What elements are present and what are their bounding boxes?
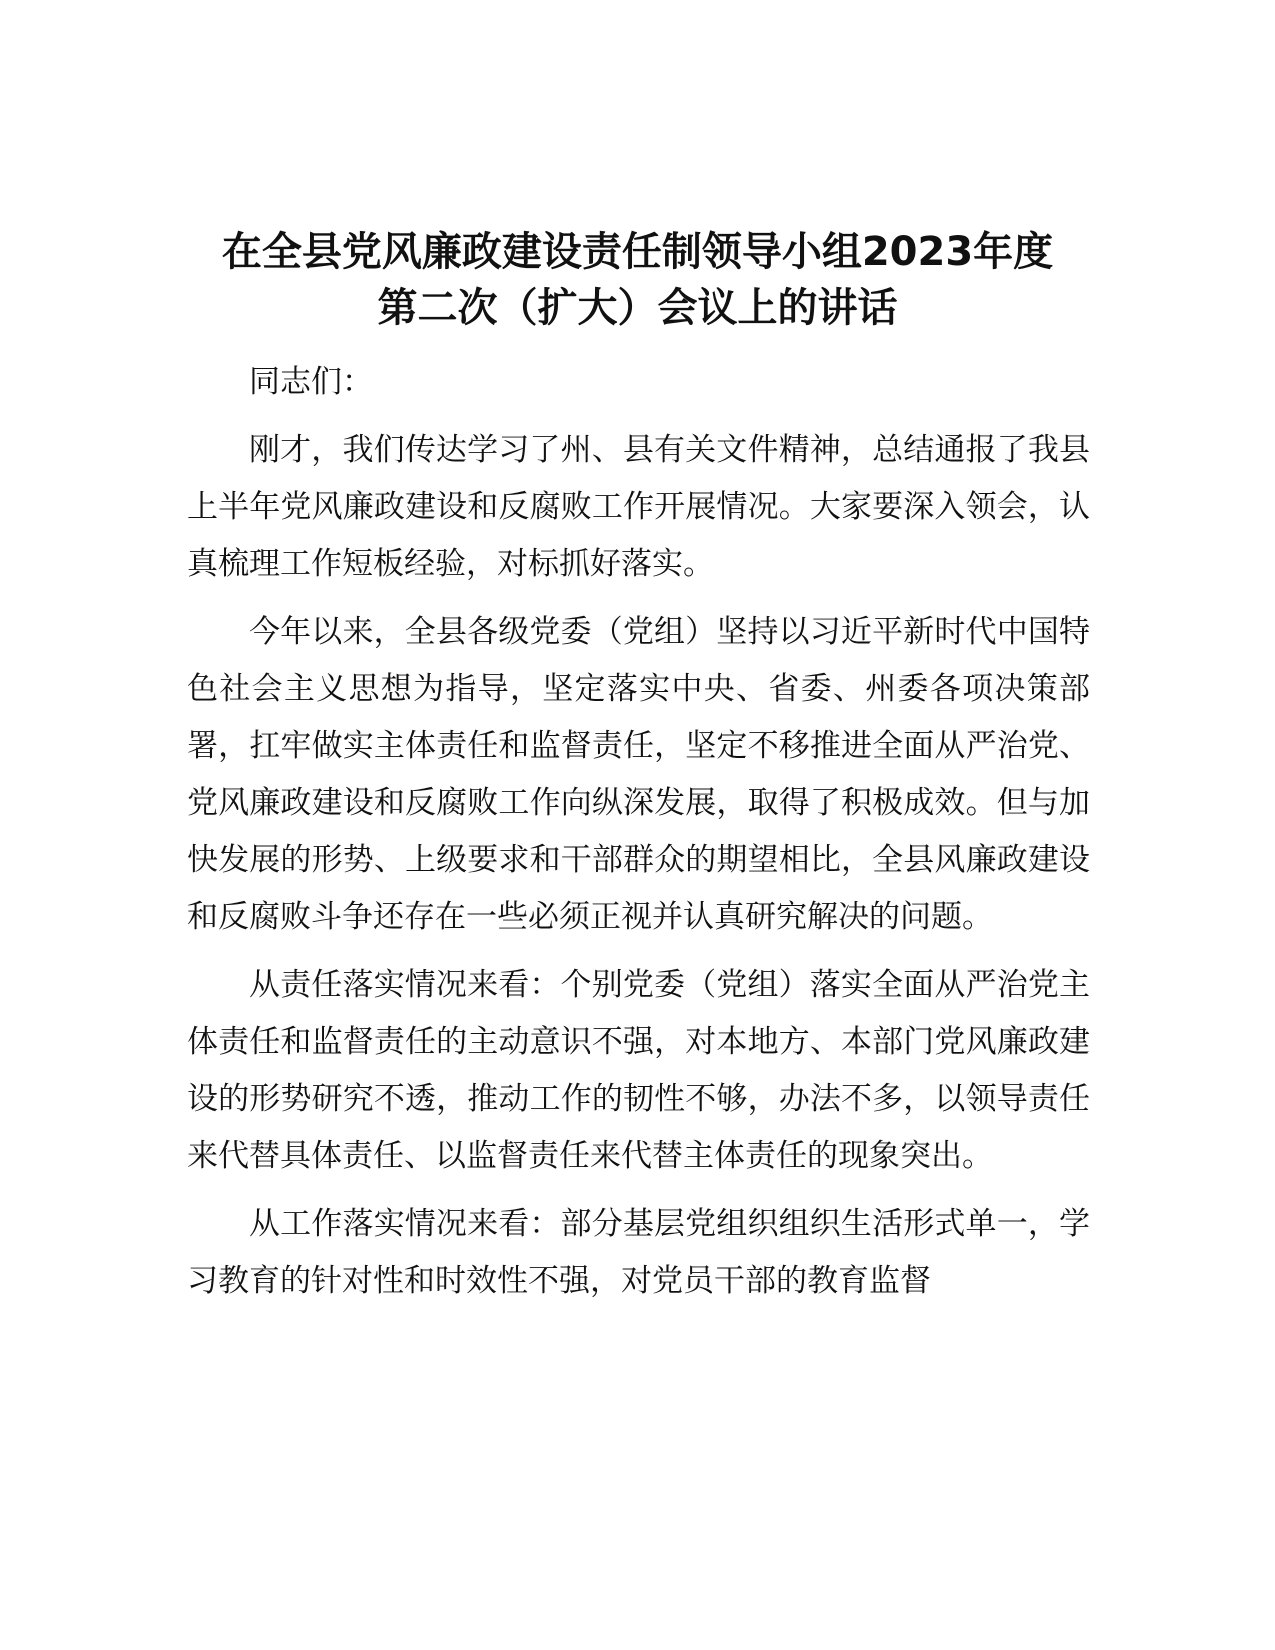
greeting: 同志们： xyxy=(249,364,373,400)
paragraph-work: 从工作落实情况来看：部分基层党组织组织生活形式单一，学习教育的针对性和时效性不强，对党员干部的教育监督 xyxy=(187,1206,1090,1299)
document-body xyxy=(187,354,1090,1321)
title-line-1: 在全县党风廉政建设责任制领导小组2023年度 xyxy=(221,229,1054,275)
document-title xyxy=(150,224,1125,336)
paragraph-opening: 刚才，我们传达学习了州、县有关文件精神，总结通报了我县上半年党风廉政建设和反腐败工作开展情况。大家要深入领会，认真梳理工作短板经验，对标抓好落实。 xyxy=(187,432,1090,582)
paragraph-achievements: 今年以来，全县各级党委（党组）坚持以习近平新时代中国特色社会主义思想为指导，坚定落实中央、省委、州委各项决策部署，扛牢做实主体责任和监督责任，坚定不移推进全面从严治党、党风廉政建设和反腐败工作向纵深发展，取得了积极成效。但与加快发展的形势、上级要求和干部群众的期望相比，全县风廉政建设和反腐败斗争还存在一些必须正视并认真研究解决的问题。 xyxy=(187,614,1090,935)
title-line-2: 第二次（扩大）会议上的讲话 xyxy=(377,285,898,331)
paragraph-responsibility: 从责任落实情况来看：个别党委（党组）落实全面从严治党主体责任和监督责任的主动意识不强，对本地方、本部门党风廉政建设的形势研究不透，推动工作的韧性不够，办法不多，以领导责任来代替具体责任、以监督责任来代替主体责任的现象突出。 xyxy=(187,967,1090,1174)
